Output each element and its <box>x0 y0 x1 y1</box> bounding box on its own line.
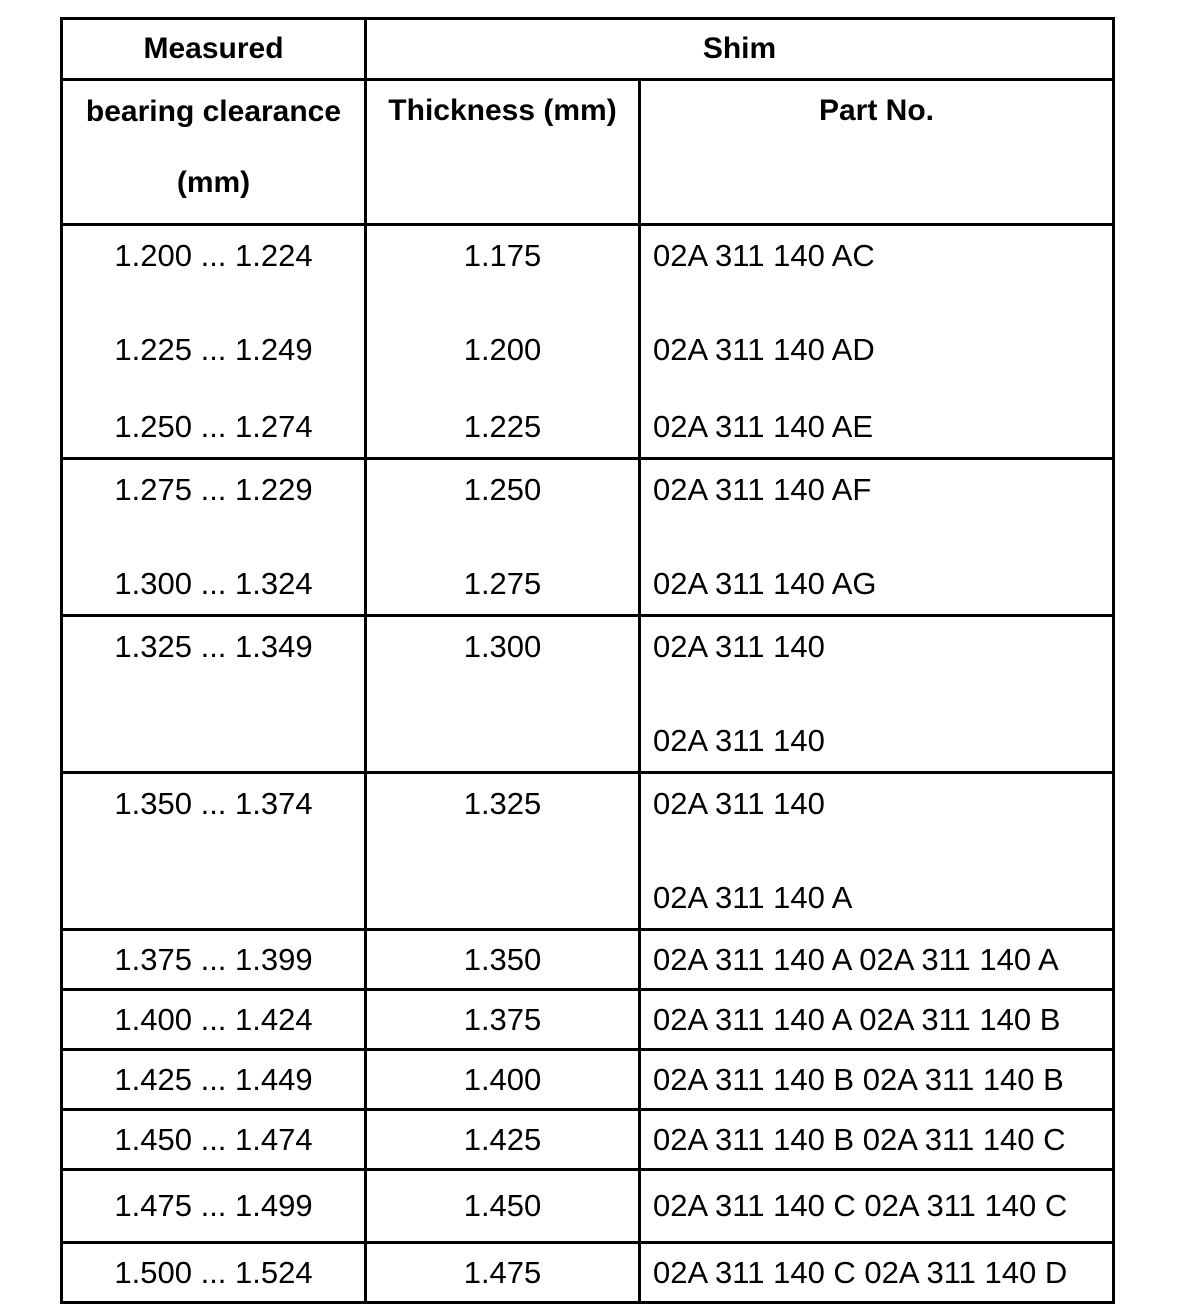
header-shim: Shim <box>366 19 1114 80</box>
thickness-cell <box>366 225 640 459</box>
thickness-cell: 1.375 <box>366 990 640 1050</box>
header-part-no: Part No. <box>640 80 1114 225</box>
table-row-group <box>62 225 1114 459</box>
clearance-value: 1.200 ... 1.224 <box>114 238 313 273</box>
table-row <box>62 1050 1114 1110</box>
clearance-value: 1.325 ... 1.349 <box>114 629 313 664</box>
part-no-value: 02A 311 140 AD <box>653 332 875 367</box>
thickness-value: 1.300 <box>463 629 542 664</box>
part-no-cell <box>640 459 1114 616</box>
table-row <box>62 1110 1114 1170</box>
part-no-value: 02A 311 140 <box>653 723 825 758</box>
header-bearing-clearance <box>62 80 366 225</box>
part-no-value: 02A 311 140 AC <box>653 238 875 273</box>
clearance-cell <box>62 459 366 616</box>
part-no-value: 02A 311 140 AE <box>653 409 874 444</box>
part-no-value: 02A 311 140 A <box>653 880 853 915</box>
thickness-value: 1.325 <box>463 786 542 821</box>
header-row-2 <box>62 80 1114 225</box>
shim-selection-table <box>60 17 1115 1304</box>
clearance-value: 1.350 ... 1.374 <box>114 786 313 821</box>
clearance-cell: 1.500 ... 1.524 <box>62 1243 366 1303</box>
table-row <box>62 1170 1114 1243</box>
part-no-cell: 02A 311 140 C 02A 311 140 D <box>640 1243 1114 1303</box>
thickness-value: 1.275 <box>463 566 542 601</box>
part-no-cell: 02A 311 140 A 02A 311 140 B <box>640 990 1114 1050</box>
thickness-cell <box>366 616 640 773</box>
clearance-cell <box>62 773 366 930</box>
table-row <box>62 1243 1114 1303</box>
part-no-cell: 02A 311 140 A 02A 311 140 A <box>640 930 1114 990</box>
clearance-value: 1.300 ... 1.324 <box>114 566 313 601</box>
clearance-cell: 1.375 ... 1.399 <box>62 930 366 990</box>
clearance-cell: 1.475 ... 1.499 <box>62 1170 366 1243</box>
thickness-cell: 1.425 <box>366 1110 640 1170</box>
table-row <box>62 930 1114 990</box>
part-no-cell <box>640 225 1114 459</box>
part-no-cell: 02A 311 140 B 02A 311 140 B <box>640 1050 1114 1110</box>
clearance-value: 1.225 ... 1.249 <box>114 332 313 367</box>
part-no-value: 02A 311 140 AF <box>653 472 872 507</box>
header-bearing-clearance-line2: (mm) <box>176 166 251 199</box>
part-no-cell <box>640 773 1114 930</box>
header-bearing-clearance-line1: bearing clearance <box>85 95 342 128</box>
thickness-cell: 1.475 <box>366 1243 640 1303</box>
thickness-cell: 1.400 <box>366 1050 640 1110</box>
header-measured: Measured <box>62 19 366 80</box>
thickness-cell <box>366 459 640 616</box>
part-no-value: 02A 311 140 <box>653 786 825 821</box>
thickness-value: 1.250 <box>463 472 542 507</box>
clearance-cell <box>62 225 366 459</box>
thickness-value: 1.175 <box>463 238 542 273</box>
clearance-value: 1.275 ... 1.229 <box>114 472 313 507</box>
header-thickness: Thickness (mm) <box>366 80 640 225</box>
header-row-1 <box>62 19 1114 80</box>
table-row-group <box>62 616 1114 773</box>
thickness-value: 1.200 <box>463 332 542 367</box>
thickness-cell: 1.450 <box>366 1170 640 1243</box>
part-no-cell: 02A 311 140 C 02A 311 140 C <box>640 1170 1114 1243</box>
clearance-cell: 1.425 ... 1.449 <box>62 1050 366 1110</box>
clearance-cell: 1.450 ... 1.474 <box>62 1110 366 1170</box>
table-row <box>62 990 1114 1050</box>
clearance-value: 1.250 ... 1.274 <box>114 409 313 444</box>
thickness-cell <box>366 773 640 930</box>
table-row-group <box>62 773 1114 930</box>
thickness-cell: 1.350 <box>366 930 640 990</box>
clearance-cell <box>62 616 366 773</box>
part-no-value: 02A 311 140 <box>653 629 825 664</box>
table-row-group <box>62 459 1114 616</box>
thickness-value: 1.225 <box>463 409 542 444</box>
part-no-value: 02A 311 140 AG <box>653 566 877 601</box>
part-no-cell <box>640 616 1114 773</box>
part-no-cell: 02A 311 140 B 02A 311 140 C <box>640 1110 1114 1170</box>
clearance-cell: 1.400 ... 1.424 <box>62 990 366 1050</box>
